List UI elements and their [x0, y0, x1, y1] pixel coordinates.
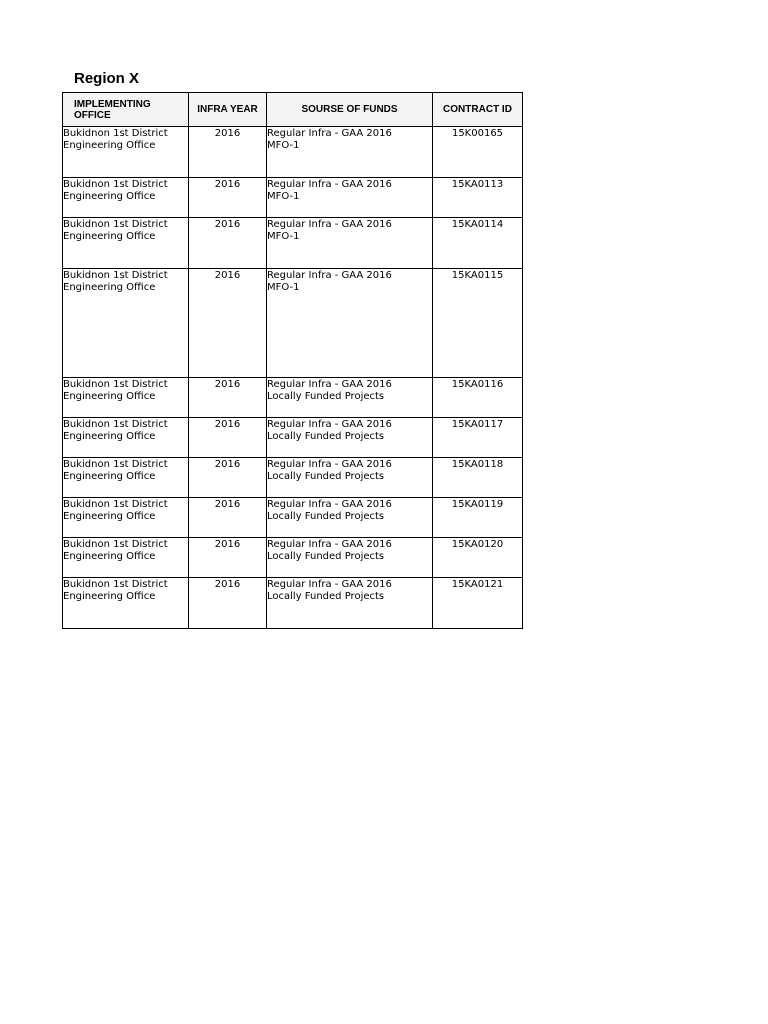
cell-contract-id: 15KA0116	[433, 378, 523, 418]
cell-office: Bukidnon 1st District Engineering Office	[63, 538, 189, 578]
table-row	[63, 498, 523, 538]
cell-year: 2016	[189, 418, 267, 458]
cell-office: Bukidnon 1st District Engineering Office	[63, 269, 189, 378]
cell-contract-id: 15KA0121	[433, 578, 523, 629]
cell-year: 2016	[189, 178, 267, 218]
header-contract-id: CONTRACT ID	[433, 93, 523, 127]
cell-funds: Regular Infra - GAA 2016 Locally Funded Projects	[267, 578, 433, 629]
header-implementing-office: IMPLEMENTING OFFICE	[63, 93, 189, 127]
cell-contract-id: 15KA0118	[433, 458, 523, 498]
cell-year: 2016	[189, 458, 267, 498]
contracts-table	[62, 92, 523, 629]
cell-year: 2016	[189, 218, 267, 269]
cell-year: 2016	[189, 127, 267, 178]
table-row	[63, 378, 523, 418]
cell-funds: Regular Infra - GAA 2016 Locally Funded Projects	[267, 458, 433, 498]
cell-contract-id: 15KA0120	[433, 538, 523, 578]
cell-funds: Regular Infra - GAA 2016 MFO-1	[267, 269, 433, 378]
table-header-row	[63, 93, 523, 127]
cell-office: Bukidnon 1st District Engineering Office	[63, 178, 189, 218]
cell-funds: Regular Infra - GAA 2016 Locally Funded Projects	[267, 418, 433, 458]
cell-funds: Regular Infra - GAA 2016 MFO-1	[267, 178, 433, 218]
table-row	[63, 418, 523, 458]
cell-funds: Regular Infra - GAA 2016 Locally Funded Projects	[267, 378, 433, 418]
table-row	[63, 178, 523, 218]
cell-contract-id: 15KA0117	[433, 418, 523, 458]
table-row	[63, 269, 523, 378]
cell-year: 2016	[189, 498, 267, 538]
cell-funds: Regular Infra - GAA 2016 Locally Funded Projects	[267, 538, 433, 578]
cell-office: Bukidnon 1st District Engineering Office	[63, 418, 189, 458]
table-row	[63, 458, 523, 498]
cell-office: Bukidnon 1st District Engineering Office	[63, 498, 189, 538]
table-row	[63, 127, 523, 178]
cell-year: 2016	[189, 378, 267, 418]
cell-office: Bukidnon 1st District Engineering Office	[63, 578, 189, 629]
cell-year: 2016	[189, 578, 267, 629]
table-row	[63, 218, 523, 269]
cell-funds: Regular Infra - GAA 2016 MFO-1	[267, 127, 433, 178]
cell-contract-id: 15KA0119	[433, 498, 523, 538]
cell-office: Bukidnon 1st District Engineering Office	[63, 127, 189, 178]
cell-year: 2016	[189, 269, 267, 378]
page-title: Region X	[74, 70, 140, 87]
cell-office: Bukidnon 1st District Engineering Office	[63, 458, 189, 498]
cell-funds: Regular Infra - GAA 2016 MFO-1	[267, 218, 433, 269]
header-source-of-funds: SOURSE OF FUNDS	[267, 93, 433, 127]
cell-office: Bukidnon 1st District Engineering Office	[63, 218, 189, 269]
table-row	[63, 538, 523, 578]
cell-contract-id: 15K00165	[433, 127, 523, 178]
cell-office: Bukidnon 1st District Engineering Office	[63, 378, 189, 418]
header-infra-year: INFRA YEAR	[189, 93, 267, 127]
cell-funds: Regular Infra - GAA 2016 Locally Funded Projects	[267, 498, 433, 538]
table-row	[63, 578, 523, 629]
cell-year: 2016	[189, 538, 267, 578]
cell-contract-id: 15KA0113	[433, 178, 523, 218]
cell-contract-id: 15KA0114	[433, 218, 523, 269]
cell-contract-id: 15KA0115	[433, 269, 523, 378]
